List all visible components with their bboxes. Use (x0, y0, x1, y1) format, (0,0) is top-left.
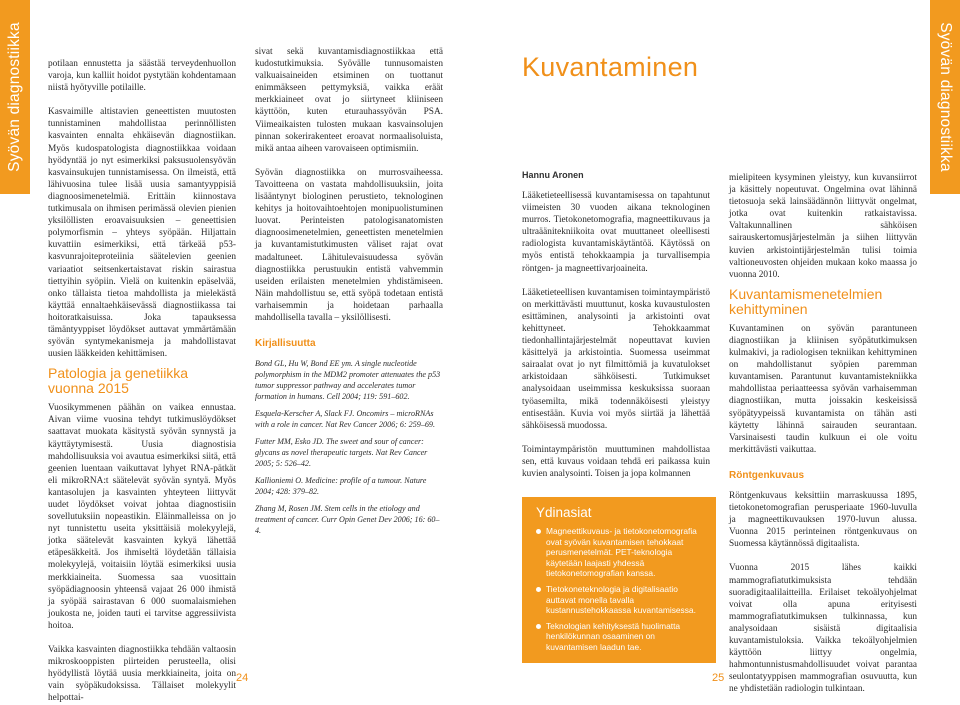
key-points-list (536, 526, 706, 653)
article-title: Kuvantaminen (522, 52, 699, 82)
paragraph: Kasvaimille altistavien geneettisten muutosten tunnistaminen mahdollistaa perinnöllisten kasvainten ennalta ehkäisevän diagnostiikan. Myös kudospatologista diagnostiikkaa voidaan hyödyntää jo nyt esimerkiksi paksusuolensyövän kasvainsukujen tunnistamisessa. On ilmeistä, että lähivuosina tulee lisää uusia samantyyppisiä diagnoosimenetelmiä. Erittäin kiinnostava tutkimusala on ihmisen perimässä olevien pienien yksilöllisten eroavaisuuksien – geneettisien polymorfismin – yhteys syöpään. Hiljattain kuvattiin esimerkiksi, että tärkeää p53-kasvunrajoiteproteiinia säätelevien geenien variaatiot seitsenkertaistavat riskin sairastua tiettyihin syöpiin. Vielä on kuitenkin epäselvää, onko tällaista tietoa mahdollista ja mielekästä käyttää ennaltaehkäisevässä diagnostiikassa tai hoitoratkaisuissa. Joka tapauksessa tämäntyyppiset löydökset auttavat ymmärtämään syövän syntymekanismeja ja mahdollistavat uusien lääkkeiden kehittämisen. (48, 107, 236, 360)
section-heading: Kuvantamismenetelmien kehittyminen (729, 285, 883, 317)
page-number-right: 25 (712, 672, 725, 684)
side-tab-label: Syövän diagnostiikka (937, 22, 954, 172)
side-tab-label: Syövän diagnostiikka (6, 22, 23, 172)
left-page-column-2 (255, 46, 443, 536)
right-page-column-2 (729, 172, 917, 695)
references-list (255, 358, 443, 536)
page-number-left: 24 (236, 672, 249, 684)
paragraph: mielipiteen kysyminen yleistyy, kun kuvansiirrot ja käsittely nopeutuvat. Ongelmina ovat lähinnä tietosuoja sekä lainsäädännön liittyvät ongelmat, jotka ovat kuitenkin ratkaistavissa. Valtakunnallinen sähköisen sairauskertomusjärjestelmän ja siihen liittyvän kuvien arkistointijärjestelmän tulisi toimia valtioneuvosten ohjeiden mukaan koko maassa jo vuonna 2010. (729, 173, 917, 280)
paragraph: Syövän diagnostiikka on murrosvaiheessa. Tavoitteena on vastata mahdollisuuksiin, joita lisääntynyt biologinen perustieto, teknologinen kehitys ja hoitovaihtoehtojen monipuolistuminen luovat. Perinteisten patologisanatomisten diagnoosimenetelmien, geneettisten menetelmien ja kuvantamistutkimusten väliset rajat ovat madaltuneet. Lähitulevaisuudessa syövän diagnostiikka perustuukin entistä vahvemmin useiden erilaisten menetelmien yhdistämiseen. Näin mahdollistuu se, että syöpä todetaan entistä varhaisemmin ja hoidetaan parhaalla mahdollisella tavalla – yksilöllisesti. (255, 167, 443, 323)
reference-item: Kallioniemi O. Medicine: profile of a tumour. Nature 2004; 428: 379–82. (255, 476, 427, 497)
key-points-title: Ydinasiat (536, 505, 592, 520)
left-page-column-1 (48, 58, 236, 705)
sub-heading: Röntgenkuvaus (729, 469, 805, 481)
author-name: Hannu Aronen (522, 170, 584, 180)
paragraph: sivat sekä kuvantamisdiagnostiikkaa että kudostutkimuksia. Syövälle tunnusomaisten valkuaisaineiden etsiminen on tuottanut enimmäkseen pettymyksiä, vaikka eräät merkkiaineet ovat jo siirtyneet kliiniseen käyttöön, kuten eturauhassyövän PSA. Viimeaikaisten tulosten mukaan kasvainsolujen pinnan sokerirakenteet eroavat normaalisoluista, mikä antaa aiheen varovaiseen optimismiin. (255, 47, 443, 154)
paragraph: Kuvantaminen on syövän parantuneen diagnostiikan ja kliinisen syöpätutkimuksen kulmakivi, ja radiologisen tekniikan kehittyminen on mahdollistanut syöpien paremman kuvantamisen. Parantunut kuvantamistekniikka mahdollistaa periaatteessa syövän varhaisemman diagnostiikan, mutta joissakin keskeisissä syöpätyypeissä kuvantamista on tähän asti käytetty lähinnä sairauden seurantaan. Varsinaisesti taudin kulkuun ei ole voitu merkittävästi vaikuttaa. (729, 323, 917, 455)
paragraph: Vaikka kasvainten diagnostiikka tehdään valtaosin mikroskooppisten piirteiden perusteella, olisi hyödyllistä löytää uusia merkkiaineita, joita on vain syöpäkudoksissa. Tällaiset molekyylit helpottai- (48, 645, 236, 704)
section-heading: Patologia ja genetiikka vuonna 2015 (48, 365, 189, 397)
right-page-column-1 (522, 190, 710, 480)
bullet-icon (536, 624, 541, 629)
paragraph: Vuonna 2015 lähes kaikki mammografiatutkimuksista tehdään suoradigitaalilaitteilla. Erilaiset tekoälyohjelmat voivat olla apuna erityisesti mammografiatutkimuksen tulkinnassa, kun analysoidaan sisäistä digitaalisia kuvantamistuloksia. Vaikka tekoälyohjelmien käyttöön liittyy ongelmia, hahmontunnistusmahdollisuudet voivat parantaa seulontatyyppisen mammografian osuvuutta, kun ne yhdistetään radiologin tulkintaan. (729, 563, 917, 695)
reference-item: Futter MM, Esko JD. The sweet and sour of cancer: glycans as novel therapeutic targets. Nat Rev Cancer 2005; 5: 526–42. (255, 437, 428, 469)
reference-item: Zhang M, Rosen JM. Stem cells in the etiology and treatment of cancer. Curr Opin Genet Dev 2006; 16: 60–4. (255, 504, 440, 536)
side-tab-left (0, 0, 30, 194)
reference-item: Bond GL, Hu W, Bond EE ym. A single nucleotide polymorphism in the MDM2 promoter attenuates the p53 tumor suppressor pathway and accelerates tumor formation in humans. Cell 2004; 119: 591–602. (255, 359, 441, 402)
key-point-item: Tietokoneteknologia ja digitalisaatio auttavat monella tavalla kustannustehokkaassa kuvantamisessa. (536, 584, 706, 616)
side-tab-right (930, 0, 960, 194)
paragraph: Röntgenkuvaus keksittiin marraskuussa 1895, tietokonetomografian perusperiaate 1960-luvulla ja magneettikuvauksen 1970-luvun alussa. Vuonna 2015 perinteinen röntgenkuvaus on Suomessa käytännössä digitaalista. (729, 490, 917, 550)
key-point-item: Teknologian kehityksestä huolimatta henkilökunnan osaaminen on kuvantamisen laadun tae. (536, 621, 706, 653)
key-point-item: Magneettikuvaus- ja tietokonetomografia ovat syövän kuvantamisen tehokkaat perusmenetelmät. PET-teknologia käytetään laajasti yhdessä tietokonetomografian kanssa. (536, 526, 706, 579)
paragraph: potilaan ennustetta ja säästää terveydenhuollon varoja, kun kalliit hoidot pystytään kohdentamaan niistä hyötyville potilaille. (48, 59, 236, 94)
paragraph: Lääketieteellisessä kuvantamisessa on tapahtunut viimeisten 30 vuoden aikana teknologinen murros. Tietokonetomografia, magneettikuvaus ja ultraäänitekniikoita ovat muuttaneet oleellisesti radiologista kuvantamiskäytäntöä. Käytössä on myös entistä tehokkaampia ja turvallisempia röntgen- ja magneettivarjoaineita. (522, 191, 710, 274)
bullet-icon (536, 587, 541, 592)
bullet-icon (536, 529, 541, 534)
paragraph: Lääketieteellisen kuvantamisen toimintaympäristö on merkittävästi muuttunut, koska kuvaustulosten esittäminen, analysointi ja arkistointi ovat kehittyneet. Tehokkaammat tiedonhallintajärjestelmät nopeuttavat kuvien käsittelyä ja arkistointia. Suomessa useimmat sairaalat ovat jo nyt filmittömiä ja kuvatulokset arkistoidaan sähköisesti. Tutkimukset analysoidaan useimmissa keskuksissa suoraan työasemilta, mikä todennäköisesti yleistyy entisestään. Kuvia voi myös siirtää ja lähettää sähköisessä muodossa. (522, 287, 710, 431)
paragraph: Vuosikymmenen päähän on vaikea ennustaa. Aivan viime vuosina tehdyt tutkimuslöydökset saattavat muokata käsitystä syövän synnystä ja käyttäytymisestä. Uusia diagnostisia mahdollisuuksia voi avautua esimerkiksi siitä, että geenien luentaan vaikuttavat lyhyet RNA-pätkät eli mikroRNA:t säätelevät syövän syntyä. Myös kantasolujen ja kasvainten yhteyteen liittyvät uudet löydökset voivat johtaa diagnostisiin sovellutuksiin nopeastikin. Eläinmalleissa on jo nyt tunnistettu useita yksittäisiä molekyylejä, jotka säätelevät kasvainten kykyä lähettää etäpesäkkeitä. Jos ihmiseltä löydetään tällaisia molekyylejä, voitaisiin löytää esimerkiksi uusia merkkiaineita. Suomessa saa vuosittain syöpädiagnoosin yhteensä vajaat 26 000 ihmistä ja syöpää sairastavan 6 000 suomalaismiehen joukosta ne, joiden tauti ei tarvitse aggressiivista hoitoa. (48, 403, 236, 631)
references-heading: Kirjallisuutta (255, 338, 316, 350)
reference-item: Esquela-Kerscher A, Slack FJ. Oncomirs – microRNAs with a role in cancer. Nat Rev Cancer 2006; 6: 259–69. (255, 409, 435, 430)
paragraph: Toimintaympäristön muuttuminen mahdollistaa sen, että kuvaus voidaan tehdä eri paikassa kuin kuvien analysointi. Toisen ja jopa kolmannen (522, 444, 710, 479)
key-points-box (522, 497, 716, 663)
